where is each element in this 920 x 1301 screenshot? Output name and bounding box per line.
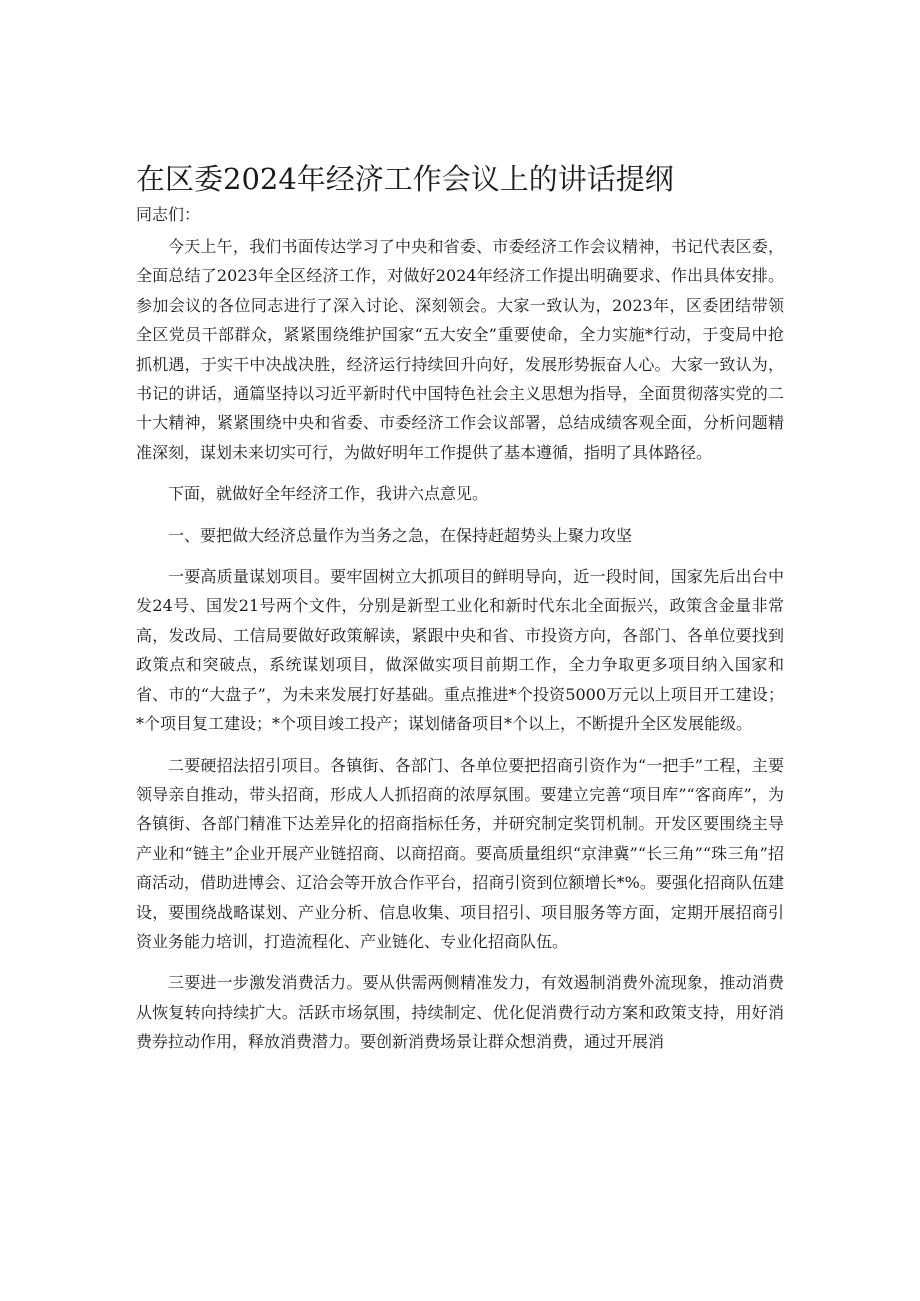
salutation: 同志们： [136,205,201,224]
paragraph-intro: 今天上午，我们书面传达学习了中央和省委、市委经济工作会议精神，书记代表区委，全面总结了2023年全区经济工作，对做好2024年经济工作提出明确要求、作出具体安排。参加会议的各位同志进行了深入讨论、深刻领会。大家一致认为，2023年，区委团结带领全区党员干部群众，紧紧围绕维护国家“五大安全”重要使命，全力实施*行动，于变局中抢抓机遇，于实干中决战决胜，经济运行持续回升向好，发展形势振奋人心。大家一致认为，书记的讲话，通篇坚持以习近平新时代中国特色社会主义思想为指导，全面贯彻落实党的二十大精神，紧紧围绕中央和省委、市委经济工作会议部署，总结成绩客观全面，分析问题精准深刻，谋划未来切实可行，为做好明年工作提供了基本遵循，指明了具体路径。 [136,237,784,462]
paragraph-transition: 下面，就做好全年经济工作，我讲六点意见。 [168,484,489,504]
paragraph-point-2: 二要硬招法招引项目。各镇街、各部门、各单位要把招商引资作为“一把手”工程，主要领导亲自推动，带头招商，形成人人抓招商的浓厚氛围。要建立完善“项目库”“客商库”，为各镇街、各部门精准下达差异化的招商指标任务，并研究制定奖罚机制。开发区要围绕主导产业和“链主”企业开展产业链招商、以商招商。要高质量组织“京津冀”“长三角”“珠三角”招商活动，借助进博会、辽洽会等开放合作平台，招商引资到位额增长*%。要强化招商队伍建设，要围绕战略谋划、产业分析、信息收集、项目招引、项目服务等方面，定期开展招商引资业务能力培训，打造流程化、产业链化、专业化招商队伍。 [136,755,784,951]
paragraph-point-1: 一要高质量谋划项目。要牢固树立大抓项目的鲜明导向，近一段时间，国家先后出台中发24号、国发21号两个文件，分别是新型工业化和新时代东北全面振兴，政策含金量非常高，发改局、工信局要做好政策解读，紧跟中央和省、市投资方向，各部门、各单位要找到政策点和突破点，系统谋划项目，做深做实项目前期工作，全力争取更多项目纳入国家和省、市的“大盘子”，为未来发展打好基础。重点推进*个投资5000万元以上项目开工建设；*个项目复工建设；*个项目竣工投产；谋划储备项目*个以上，不断提升全区发展能级。 [136,567,784,734]
document-title: 在区委2024年经济工作会议上的讲话提纲 [136,162,674,197]
document-body [136,232,784,1069]
paragraph-point-3: 三要进一步激发消费活力。要从供需两侧精准发力，有效遏制消费外流现象，推动消费从恢复转向持续扩大。活跃市场氛围，持续制定、优化促消费行动方案和政策支持，用好消费券拉动作用，释放消费潜力。要创新消费场景让群众想消费，通过开展消 [136,973,784,1052]
section-heading-1: 一、要把做大经济总量作为当务之急，在保持赶超势头上聚力攻坚 [168,525,633,545]
